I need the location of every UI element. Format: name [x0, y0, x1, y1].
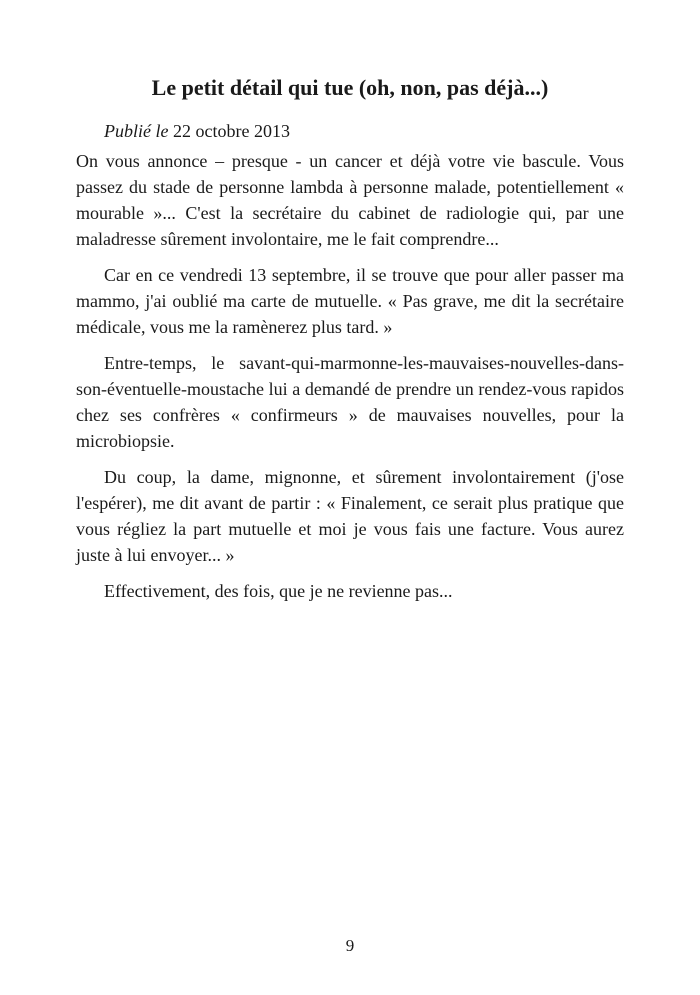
publication-line	[104, 118, 290, 144]
paragraph-2	[76, 262, 624, 340]
published-label: Publié le	[104, 121, 169, 141]
paragraph-1	[76, 148, 624, 252]
paragraph-3	[76, 350, 624, 454]
article-body	[76, 148, 624, 614]
paragraph-text: Du coup, la dame, mignonne, et sûrement involontairement (j'ose l'espérer), me dit avant de partir : « Finalement, ce serait plus pratique que vous régliez la part mutuelle et moi je vous fais une facture. Vous aurez juste à lui envoyer... »	[76, 467, 624, 565]
paragraph-text: Entre-temps, le savant-qui-marmonne-les-mauvaises-nouvelles-dans-son-éventuelle-moustache lui a demandé de prendre un rendez-vous rapidos chez ses confrères « confirmeurs » de mauvaises nouvelles, pour la microbiopsie.	[76, 353, 624, 451]
page-number: 9	[345, 936, 355, 955]
paragraph-5	[76, 578, 624, 604]
article-title: Le petit détail qui tue (oh, non, pas déjà...)	[151, 75, 549, 100]
paragraph-4	[76, 464, 624, 568]
paragraph-text: On vous annonce – presque - un cancer et déjà votre vie bascule. Vous passez du stade de personne lambda à personne malade, potentiellement « mourable »... C'est la secrétaire du cabinet de radiologie qui, par une maladresse sûrement involontaire, me le fait comprendre...	[76, 151, 624, 249]
paragraph-text: Car en ce vendredi 13 septembre, il se trouve que pour aller passer ma mammo, j'ai oublié ma carte de mutuelle. « Pas grave, me dit la secrétaire médicale, vous me la ramènerez plus tard. »	[76, 265, 624, 337]
published-date: 22 octobre 2013	[172, 121, 290, 141]
paragraph-text: Effectivement, des fois, que je ne revienne pas...	[104, 581, 453, 601]
